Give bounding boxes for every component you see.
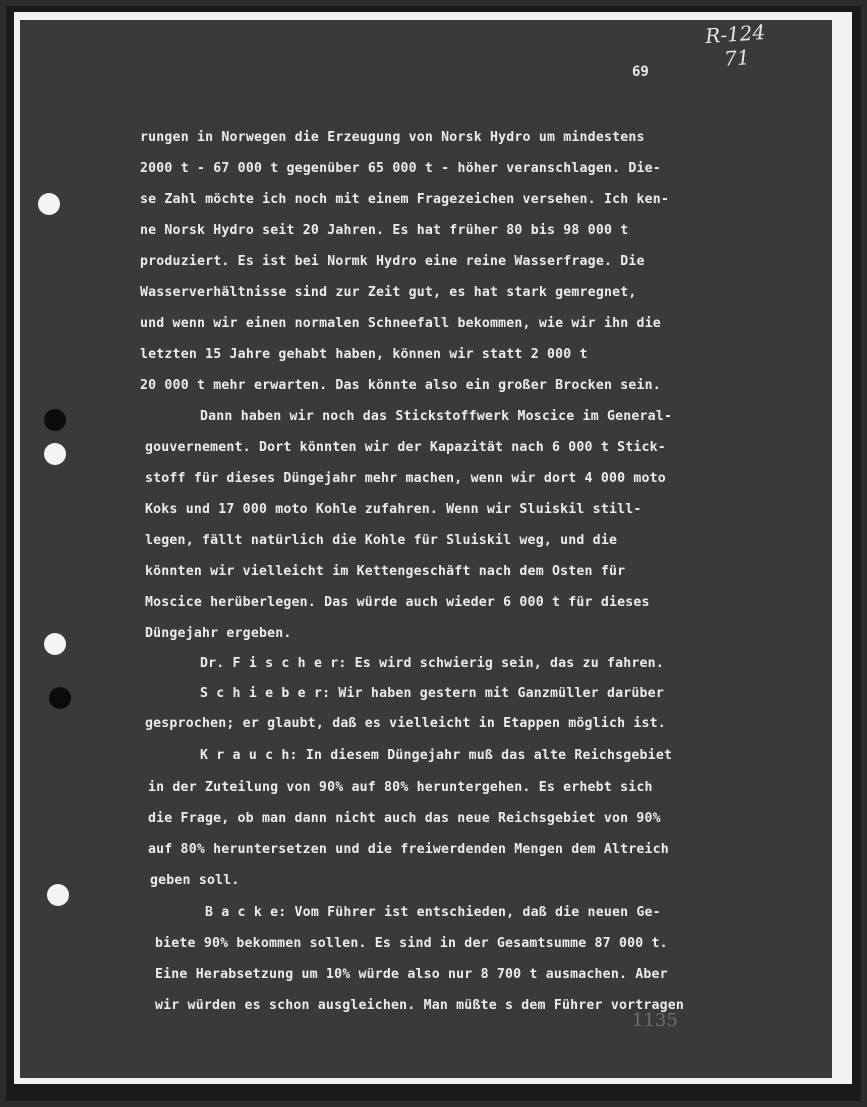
text-line: Koks und 17 000 moto Kohle zufahren. Wenn wir Sluiskil still-: [145, 502, 642, 517]
speaker-line: Dr. F i s c h e r: Es wird schwierig sein, das zu fahren.: [200, 656, 664, 671]
text-line: biete 90% bekommen sollen. Es sind in der Gesamtsumme 87 000 t.: [155, 936, 668, 951]
text-line: könnten wir vielleicht im Kettengeschäft nach dem Osten für: [145, 564, 626, 579]
speaker-line: S c h i e b e r: Wir haben gestern mit Ganzmüller darüber: [200, 686, 664, 701]
handwritten-reference: R-124 71: [704, 19, 766, 71]
text-line: stoff für dieses Düngejahr mehr machen, wenn wir dort 4 000 moto: [145, 471, 666, 486]
text-line: Moscice herüberlegen. Das würde auch wieder 6 000 t für dieses: [145, 595, 650, 610]
text-line: in der Zuteilung von 90% auf 80% heruntergehen. Es erhebt sich: [148, 780, 653, 795]
text-line: gouvernement. Dort könnten wir der Kapazität nach 6 000 t Stick-: [145, 440, 666, 455]
text-line: 20 000 t mehr erwarten. Das könnte also ein großer Brocken sein.: [140, 378, 661, 393]
punch-hole: [38, 193, 60, 215]
text-line: wir würden es schon ausgleichen. Man müßte s dem Führer vortragen: [155, 998, 685, 1013]
text-line: se Zahl möchte ich noch mit einem Fragezeichen versehen. Ich ken-: [140, 192, 670, 207]
text-line: rungen in Norwegen die Erzeugung von Norsk Hydro um mindestens: [140, 130, 645, 145]
text-line: letzten 15 Jahre gehabt haben, können wir statt 2 000 t: [140, 347, 588, 362]
punch-hole: [44, 409, 66, 431]
punch-hole: [44, 633, 66, 655]
text-line: 2000 t - 67 000 t gegenüber 65 000 t - höher veranschlagen. Die-: [140, 161, 661, 176]
text-line: geben soll.: [150, 873, 240, 888]
punch-hole: [47, 884, 69, 906]
speaker-line: B a c k e: Vom Führer ist entschieden, daß die neuen Ge-: [205, 905, 661, 920]
text-line: legen, fällt natürlich die Kohle für Sluiskil weg, und die: [145, 533, 618, 548]
text-line: ne Norsk Hydro seit 20 Jahren. Es hat früher 80 bis 98 000 t: [140, 223, 629, 238]
text-line: gesprochen; er glaubt, daß es vielleicht in Etappen möglich ist.: [145, 716, 666, 731]
text-line: die Frage, ob man dann nicht auch das neue Reichsgebiet von 90%: [148, 811, 661, 826]
text-line: Eine Herabsetzung um 10% würde also nur 8 700 t ausmachen. Aber: [155, 967, 668, 982]
text-line: Dann haben wir noch das Stickstoffwerk Moscice im General-: [200, 409, 673, 424]
archive-stamp: 1135: [632, 1010, 678, 1031]
page-number: 69: [632, 64, 649, 80]
text-line: und wenn wir einen normalen Schneefall bekommen, wie wir ihn die: [140, 316, 661, 331]
punch-hole: [49, 687, 71, 709]
speaker-line: K r a u c h: In diesem Düngejahr muß das alte Reichsgebiet: [200, 748, 673, 763]
text-line: produziert. Es ist bei Normk Hydro eine reine Wasserfrage. Die: [140, 254, 645, 269]
text-line: Düngejahr ergeben.: [145, 626, 292, 641]
text-line: Wasserverhältnisse sind zur Zeit gut, es hat stark gemregnet,: [140, 285, 637, 300]
punch-hole: [44, 443, 66, 465]
text-line: auf 80% heruntersetzen und die freiwerdenden Mengen dem Altreich: [148, 842, 669, 857]
